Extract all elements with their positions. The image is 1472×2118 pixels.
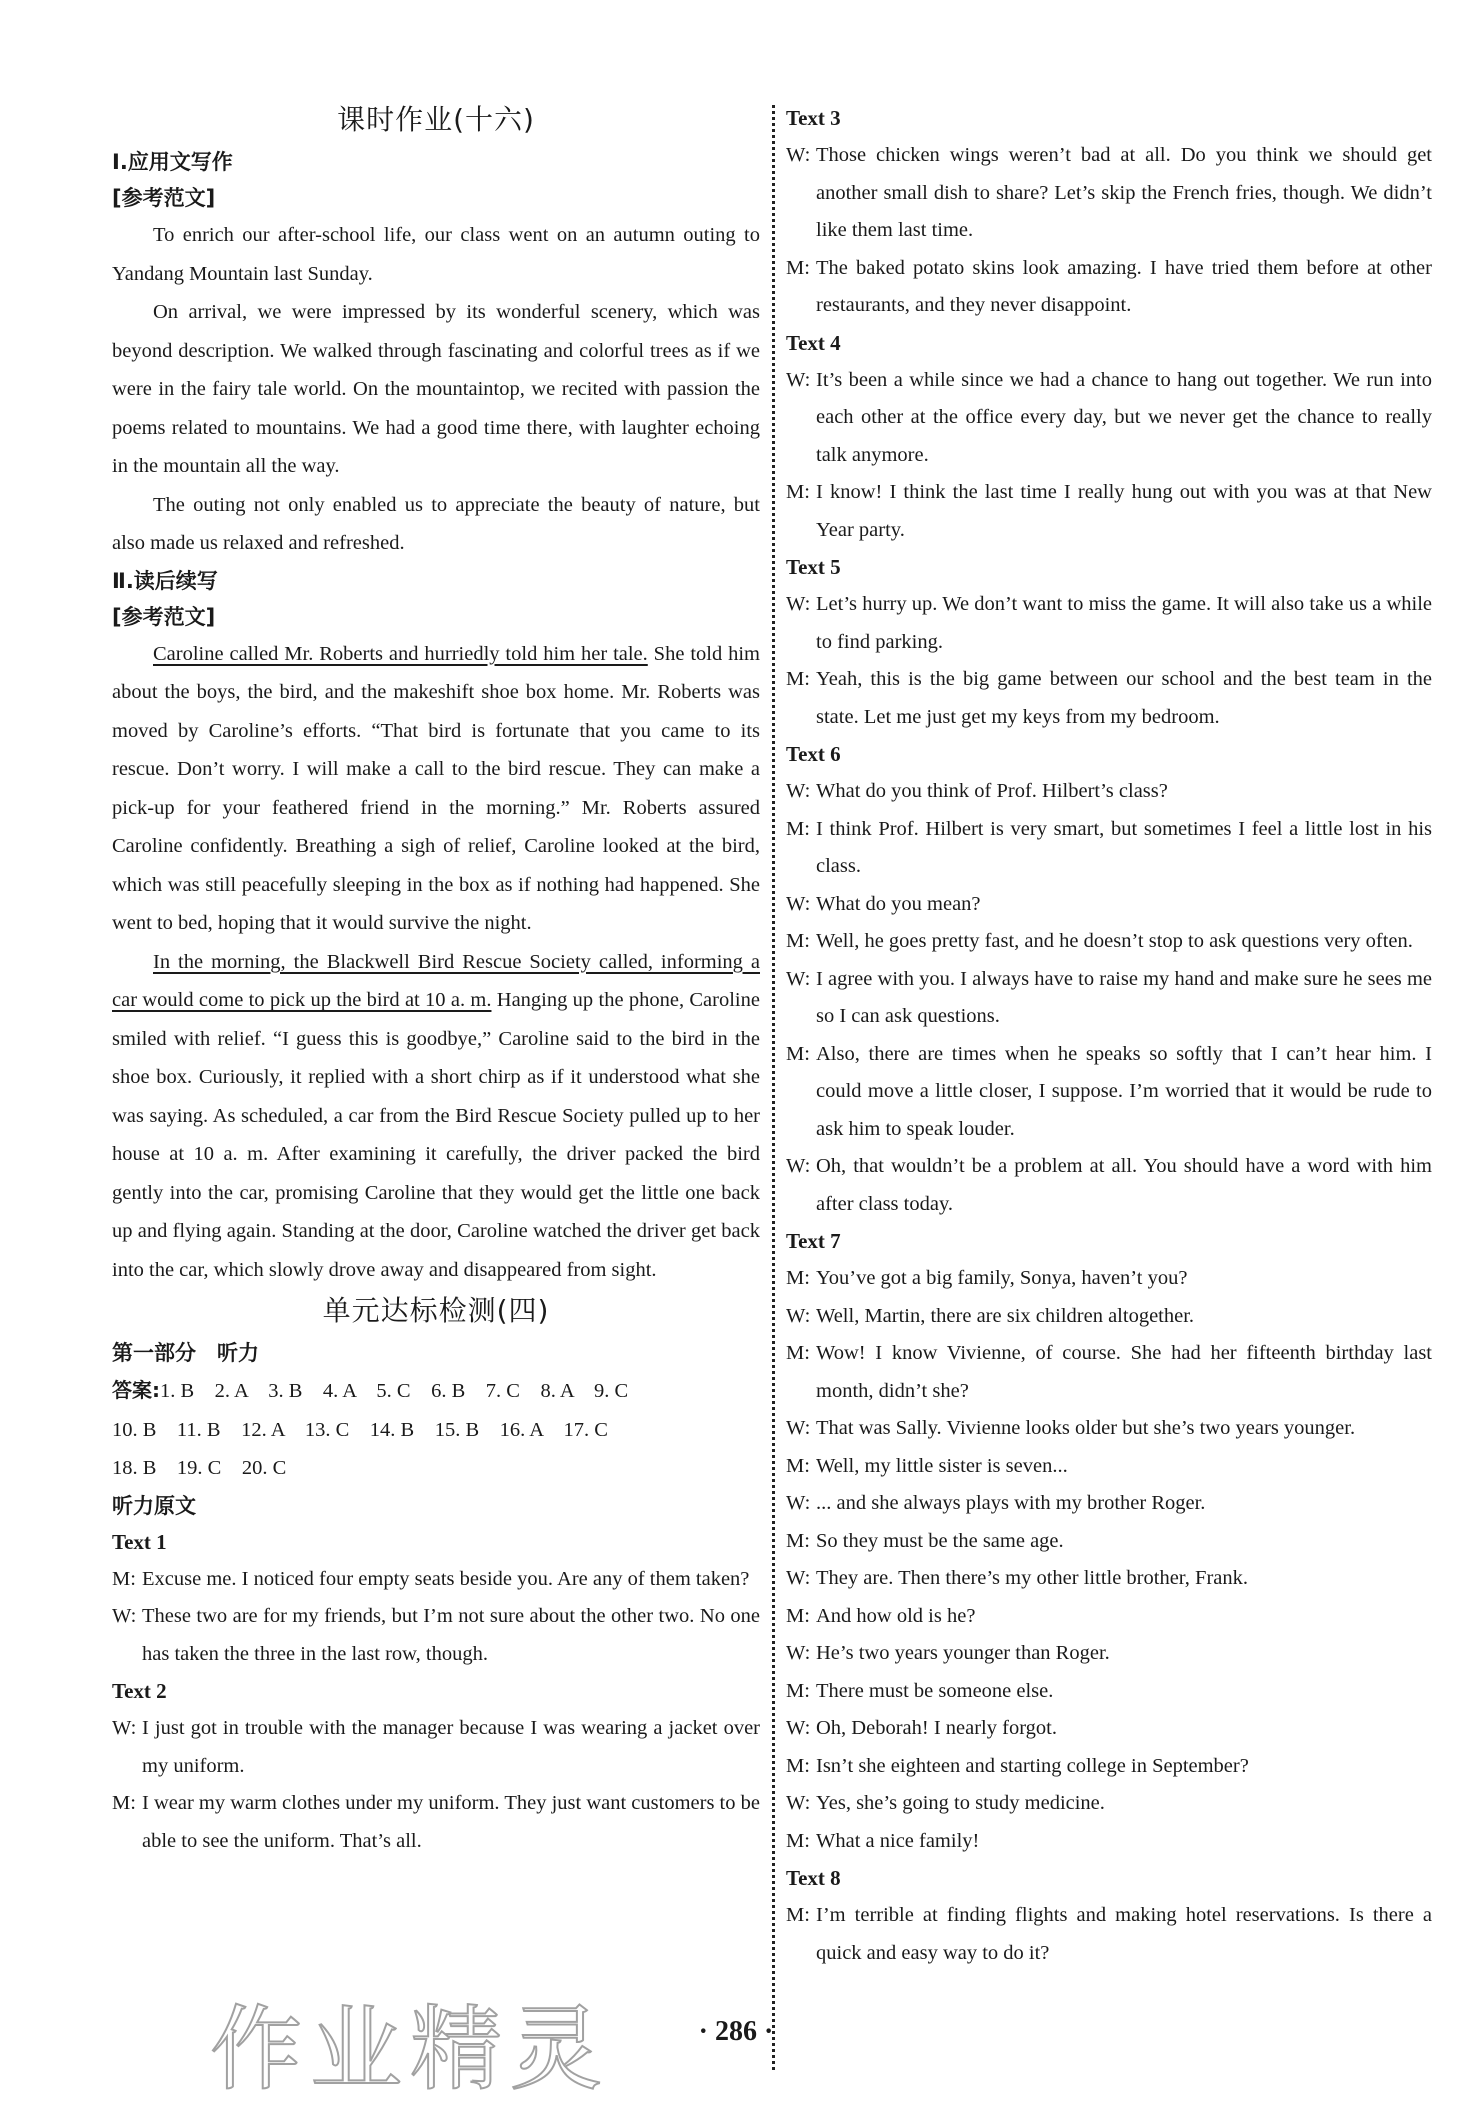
dialogue-line	[786, 1785, 1432, 1823]
watermark-char: 业	[310, 1996, 403, 2103]
utterance: Excuse me. I noticed four empty seats beside you. Are any of them taken?	[142, 1567, 750, 1590]
dialogue-line	[786, 250, 1432, 325]
dialogue-line	[786, 1560, 1432, 1598]
dialogue-line	[786, 1485, 1432, 1523]
dialogue-line	[786, 961, 1432, 1036]
speaker: W:	[112, 1717, 137, 1739]
speaker: M:	[786, 1267, 810, 1289]
dialogue-line	[786, 1148, 1432, 1223]
heading-listening-transcript: 听力原文	[112, 1493, 196, 1518]
story-paragraph-1-body: She told him about the boys, the bird, and the makeshift shoe box home. Mr. Roberts was moved by Caroline’s efforts. “That bird is fortunate that you came to its rescue. Don’t worry. I will make a call to the bird rescue. They can make a pick-up for your feathered friend in the morning.” Mr. Roberts assured Caroline confidently. Breathing a sigh of relief, Caroline looked at the bird, which was still peacefully sleeping in the box as if nothing had happened. She went to bed, hoping that it would survive the night.	[112, 642, 760, 934]
text-4-heading: Text 4	[786, 330, 841, 355]
dialogue-line	[786, 886, 1432, 924]
speaker: W:	[786, 144, 811, 166]
speaker: M:	[786, 1604, 810, 1627]
utterance: I just got in trouble with the manager because I was wearing a jacket over my uniform.	[142, 1717, 760, 1777]
dialogue-line	[786, 1673, 1432, 1711]
speaker: M:	[786, 1679, 810, 1702]
watermark-logo	[210, 1995, 770, 2105]
speaker: W:	[786, 1567, 811, 1589]
utterance: What do you think of Prof. Hilbert’s class?	[816, 780, 1168, 802]
speaker: W:	[786, 1717, 811, 1739]
section-title-unit-test: 单元达标检测(四)	[322, 1294, 550, 1327]
section-title-homework: 课时作业(十六)	[337, 103, 535, 136]
text-6-heading: Text 6	[786, 742, 841, 766]
utterance: It’s been a while since we had a chance to hang out together. We run into each other at the office every day, but we never get the chance to really talk anymore.	[816, 368, 1432, 466]
text-2-heading: Text 2	[112, 1679, 167, 1703]
heading-continuation-writing: Ⅱ.读后续写	[112, 568, 218, 593]
utterance: Well, Martin, there are six children altogether.	[816, 1304, 1195, 1327]
speaker: W:	[786, 1304, 811, 1327]
dialogue-line	[786, 1710, 1432, 1748]
speaker: M:	[786, 1904, 810, 1926]
dialogue-line	[786, 1335, 1432, 1410]
dialogue-line	[786, 1748, 1432, 1786]
dialogue-line	[786, 1410, 1432, 1448]
dialogue-line	[786, 1036, 1432, 1149]
speaker: W:	[786, 368, 811, 391]
column-divider	[772, 105, 775, 2070]
answers-label: 答案:	[112, 1378, 160, 1402]
dialogue-line	[112, 1598, 760, 1673]
utterance: Wow! I know Vivienne, of course. She had her fifteenth birthday last month, didn’t she?	[816, 1342, 1432, 1402]
essay1-paragraph-1: To enrich our after-school life, our class went on an autumn outing to Yandang Mountain last Sunday.	[112, 224, 760, 285]
dialogue-line	[786, 773, 1432, 811]
dialogue-line	[786, 1897, 1432, 1972]
utterance: Oh, that wouldn’t be a problem at all. You should have a word with him after class today.	[816, 1155, 1432, 1215]
utterance: You’ve got a big family, Sonya, haven’t you?	[816, 1267, 1188, 1289]
dialogue-line	[786, 1635, 1432, 1673]
story-paragraph-2	[112, 943, 760, 1290]
speaker: M:	[112, 1792, 136, 1814]
speaker: M:	[786, 1529, 810, 1552]
speaker: W:	[786, 1792, 811, 1814]
speaker: W:	[786, 780, 811, 802]
dialogue-line	[112, 1785, 760, 1860]
dialogue-line	[786, 137, 1432, 250]
right-column	[786, 100, 1432, 1972]
dialogue-line	[786, 1823, 1432, 1861]
watermark-char: 灵	[510, 1996, 603, 2103]
utterance: Well, he goes pretty fast, and he doesn’t stop to ask questions very often.	[816, 930, 1413, 952]
utterance: And how old is he?	[816, 1604, 976, 1627]
utterance: They are. Then there’s my other little brother, Frank.	[816, 1567, 1249, 1589]
answer-key	[112, 1371, 760, 1488]
speaker: M:	[786, 1829, 810, 1852]
speaker: W:	[786, 1642, 811, 1664]
text-7-heading: Text 7	[786, 1229, 841, 1253]
utterance: What do you mean?	[816, 892, 981, 915]
utterance: Yes, she’s going to study medicine.	[816, 1792, 1105, 1814]
speaker: W:	[112, 1605, 137, 1627]
speaker: M:	[786, 1454, 810, 1477]
speaker: W:	[786, 892, 811, 915]
utterance: So they must be the same age.	[816, 1529, 1064, 1552]
essay1-paragraph-2: On arrival, we were impressed by its wonderful scenery, which was beyond description. We walked through fascinating and colorful trees as if we were in the fairy tale world. On the mountaintop, we recited with passion the poems related to mountains. We had a good time there, with laughter echoing in the mountain all the way.	[112, 301, 760, 477]
answers-row-1: 1. B 2. A 3. B 4. A 5. C 6. B 7. C 8. A 9. C	[160, 1380, 629, 1402]
answer-line-3: 18. B 19. C 20. C	[112, 1457, 287, 1479]
dialogue-line	[786, 1523, 1432, 1561]
text-5-heading: Text 5	[786, 555, 841, 579]
speaker: M:	[112, 1567, 136, 1590]
answer-line-2: 10. B 11. B 12. A 13. C 14. B 15. B 16. A 17. C	[112, 1418, 608, 1441]
speaker: M:	[786, 817, 810, 840]
dialogue-line	[786, 586, 1432, 661]
dialogue-line	[112, 1710, 760, 1785]
essay1-paragraph-3: The outing not only enabled us to appreciate the beauty of nature, but also made us relaxed and refreshed.	[112, 493, 760, 554]
left-column	[112, 100, 760, 1860]
utterance: I know! I think the last time I really hung out with you was at that New Year party.	[816, 481, 1432, 541]
answer-line-1	[112, 1371, 760, 1411]
speaker: M:	[786, 1042, 810, 1065]
dialogue-line	[786, 923, 1432, 961]
speaker: W:	[786, 593, 811, 615]
story-paragraph-1	[112, 635, 760, 943]
dialogue-line	[786, 1448, 1432, 1486]
utterance: He’s two years younger than Roger.	[816, 1642, 1110, 1664]
utterance: I’m terrible at finding flights and making hotel reservations. Is there a quick and easy way to do it?	[816, 1904, 1432, 1964]
heading-practical-writing: Ⅰ.应用文写作	[112, 150, 233, 174]
text-1-heading: Text 1	[112, 1529, 167, 1554]
speaker: W:	[786, 967, 811, 990]
dialogue-line	[786, 1598, 1432, 1636]
utterance: I agree with you. I always have to raise my hand and make sure he sees me so I can ask questions.	[816, 967, 1432, 1027]
speaker: W:	[786, 1155, 811, 1177]
reference-label-2: [参考范文]	[112, 604, 216, 629]
utterance: Oh, Deborah! I nearly forgot.	[816, 1717, 1057, 1739]
dialogue-line	[786, 362, 1432, 475]
utterance: What a nice family!	[816, 1829, 980, 1852]
utterance: That was Sally. Vivienne looks older but she’s two years younger.	[816, 1417, 1356, 1439]
speaker: M:	[786, 668, 810, 690]
utterance: I wear my warm clothes under my uniform. They just want customers to be able to see the uniform. That’s all.	[142, 1792, 760, 1852]
utterance: Those chicken wings weren’t bad at all. Do you think we should get another small dish to share? Let’s skip the French fries, though. We didn’t like them last time.	[816, 144, 1432, 241]
dialogue-line	[786, 1298, 1432, 1336]
reference-label-1: [参考范文]	[112, 186, 216, 210]
watermark-char: 精	[410, 1996, 503, 2103]
dialogue-line	[786, 474, 1432, 549]
utterance: There must be someone else.	[816, 1679, 1054, 1702]
utterance: Well, my little sister is seven...	[816, 1454, 1068, 1477]
speaker: M:	[786, 256, 810, 279]
utterance: These two are for my friends, but I’m not sure about the other two. No one has taken the three in the last row, though.	[142, 1605, 760, 1665]
page-number: · 286 ·	[698, 2016, 774, 2047]
text-8-heading: Text 8	[786, 1866, 841, 1890]
dialogue-line	[786, 1260, 1432, 1298]
story-paragraph-2-opening: In the morning, the Blackwell Bird Rescue Society called, informing a car would come to pick up the bird at 10 a. m.	[112, 950, 760, 1011]
dialogue-line	[786, 811, 1432, 886]
speaker: W:	[786, 1492, 811, 1514]
utterance: Also, there are times when he speaks so softly that I can’t hear him. I could move a little closer, I suppose. I’m worried that it would be rude to ask him to speak louder.	[816, 1042, 1432, 1140]
utterance: Yeah, this is the big game between our school and the best team in the state. Let me just get my keys from my bedroom.	[816, 668, 1432, 728]
utterance: I think Prof. Hilbert is very smart, but sometimes I feel a little lost in his class.	[816, 817, 1432, 877]
dialogue-line	[786, 661, 1432, 736]
speaker: M:	[786, 1342, 810, 1364]
utterance: ... and she always plays with my brother Roger.	[816, 1492, 1206, 1514]
speaker: M:	[786, 930, 810, 952]
utterance: Isn’t she eighteen and starting college in September?	[816, 1754, 1249, 1777]
speaker: M:	[786, 481, 810, 503]
story-paragraph-1-opening: Caroline called Mr. Roberts and hurriedly told him her tale.	[153, 642, 648, 665]
speaker: M:	[786, 1754, 810, 1777]
dialogue-line	[112, 1561, 760, 1599]
watermark-char: 作	[210, 1996, 303, 2103]
utterance: The baked potato skins look amazing. I have tried them before at other restaurants, and they never disappoint.	[816, 256, 1432, 316]
text-3-heading: Text 3	[786, 106, 841, 130]
utterance: Let’s hurry up. We don’t want to miss the game. It will also take us a while to find parking.	[816, 593, 1432, 653]
story-paragraph-2-body: Hanging up the phone, Caroline smiled with relief. “I guess this is goodbye,” Caroline said to the bird in the shoe box. Curiously, it replied with a short chirp as if it understood what she was saying. As scheduled, a car from the Bird Rescue Society pulled up to her house at 10 a. m. After examining it carefully, the driver packed the bird gently into the car, promising Caroline that they would get the little one back up and flying again. Standing at the door, Caroline watched the driver get back into the car, which slowly drove away and disappeared from sight.	[112, 989, 760, 1281]
heading-listening-part: 第一部分 听力	[112, 1341, 259, 1365]
speaker: W:	[786, 1417, 811, 1439]
